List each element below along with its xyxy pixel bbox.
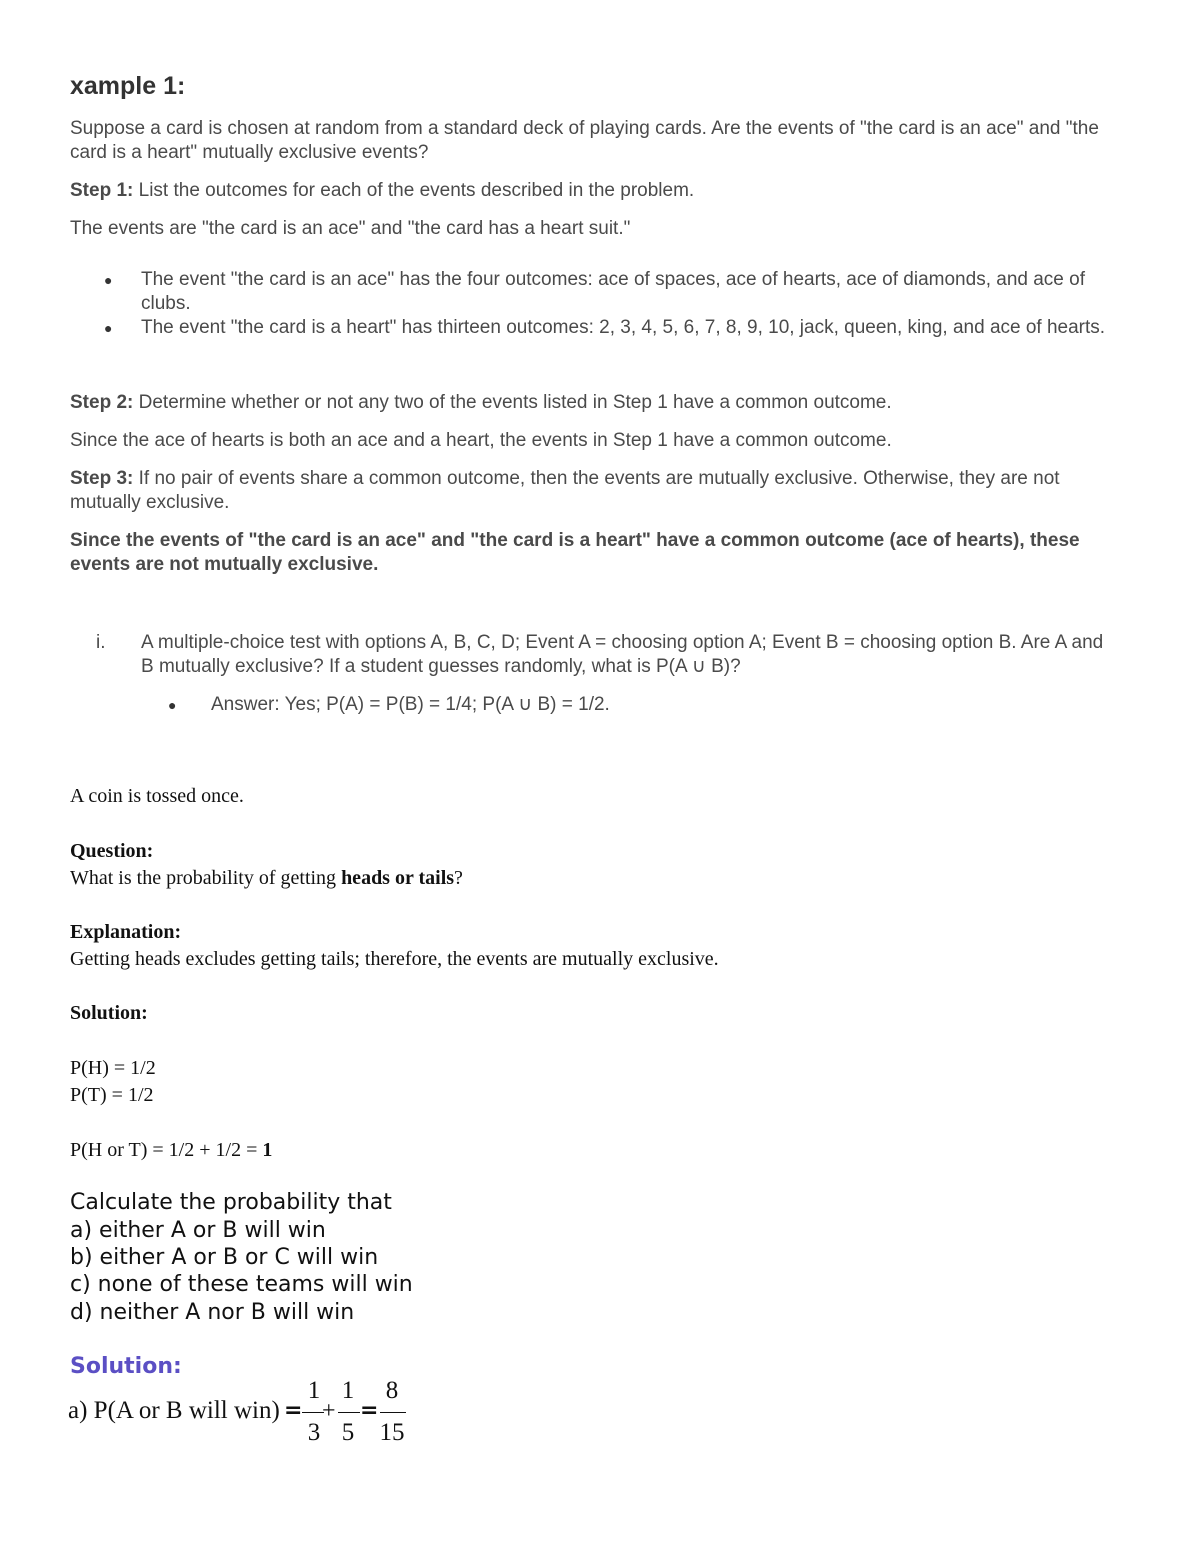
fraction-3-denominator: 15 [379, 1419, 405, 1446]
p-heads: P(H) = 1/2 [70, 1057, 156, 1079]
equals-sign: = [360, 1398, 379, 1423]
conclusion: Since the events of "the card is an ace" and "the card is a heart" have a common outcome (ace of hearts), these events are not mutually exclusive. [70, 530, 1080, 575]
solution-label: Solution: [70, 1002, 148, 1024]
question-label: Question: [70, 840, 154, 862]
p-heads-or-tails [70, 1137, 272, 1164]
list-item: d) neither A nor B will win [70, 1300, 355, 1325]
teams-prompt: Calculate the probability that [70, 1190, 392, 1215]
fraction-3-numerator: 8 [385, 1377, 399, 1404]
coin-intro: A coin is tossed once. [70, 785, 244, 807]
formula-lhs: a) P(A or B will win) [68, 1397, 280, 1424]
p-hort-expression: P(H or T) = 1/2 + 1/2 = [70, 1139, 263, 1161]
step2-text: Determine whether or not any two of the events listed in Step 1 have a common outcome. [133, 392, 892, 413]
intro-paragraph: Suppose a card is chosen at random from a standard deck of playing cards. Are the events of "the card is an ace" and "the card is a heart" mutually exclusive events? [70, 118, 1099, 163]
list-item: a) either A or B will win [70, 1218, 326, 1243]
step1-text: List the outcomes for each of the events described in the problem. [133, 180, 695, 201]
fraction-2-numerator: 1 [341, 1377, 355, 1404]
teams-solution-label: Solution: [70, 1354, 182, 1379]
step2-paragraph [70, 391, 1130, 415]
list-item: c) none of these teams will win [70, 1272, 413, 1297]
p-tails: P(T) = 1/2 [70, 1084, 154, 1106]
fraction-1-denominator: 3 [307, 1419, 321, 1446]
step3-paragraph [70, 467, 1130, 515]
p-hort-result: 1 [262, 1139, 273, 1161]
list-item: The event "the card is an ace" has the four outcomes: ace of spaces, ace of hearts, ace of diamonds, and ace of clubs. [141, 269, 1085, 314]
fraction-1-bar [302, 1412, 324, 1413]
explanation-text: Getting heads excludes getting tails; therefore, the events are mutually exclusive. [70, 948, 719, 970]
question-text [70, 865, 463, 892]
bullet-dot-icon: ● [168, 697, 177, 713]
step3-text: If no pair of events share a common outcome, then the events are mutually exclusive. Otherwise, they are not mutually exclusive. [70, 468, 1060, 513]
list-item: b) either A or B or C will win [70, 1245, 379, 1270]
question-bold: heads or tails [341, 867, 455, 889]
step3-label: Step 3: [70, 468, 134, 489]
explanation-label: Explanation: [70, 921, 182, 943]
fraction-2-bar [338, 1412, 360, 1413]
question-pre: What is the probability of getting [70, 867, 342, 889]
fraction-2-denominator: 5 [341, 1419, 355, 1446]
question-post: ? [454, 867, 463, 889]
bullet-dot-icon: ● [104, 272, 113, 288]
plus-sign: + [322, 1398, 336, 1424]
step1-label: Step 1: [70, 180, 134, 201]
step2-result: Since the ace of hearts is both an ace and a heart, the events in Step 1 have a common outcome. [70, 430, 892, 451]
fraction-3-bar [380, 1412, 406, 1413]
bullet-dot-icon: ● [104, 320, 113, 336]
example-heading: xample 1: [70, 72, 186, 100]
exercise-text: A multiple-choice test with options A, B, C, D; Event A = choosing option A; Event B = choosing option B. Are A and B mutually exclusive? If a student guesses randomly, what is P(A ∪ B)? [141, 632, 1104, 677]
step2-label: Step 2: [70, 392, 134, 413]
equals-sign: = [284, 1398, 303, 1423]
exercise-marker: i. [96, 632, 106, 653]
events-line: The events are "the card is an ace" and "the card has a heart suit." [70, 218, 631, 239]
fraction-1-numerator: 1 [307, 1377, 321, 1404]
exercise-answer: Answer: Yes; P(A) = P(B) = 1/4; P(A ∪ B) = 1/2. [211, 694, 610, 715]
list-item: The event "the card is a heart" has thirteen outcomes: 2, 3, 4, 5, 6, 7, 8, 9, 10, jack, queen, king, and ace of hearts. [141, 317, 1106, 338]
step1-paragraph [70, 179, 1130, 203]
